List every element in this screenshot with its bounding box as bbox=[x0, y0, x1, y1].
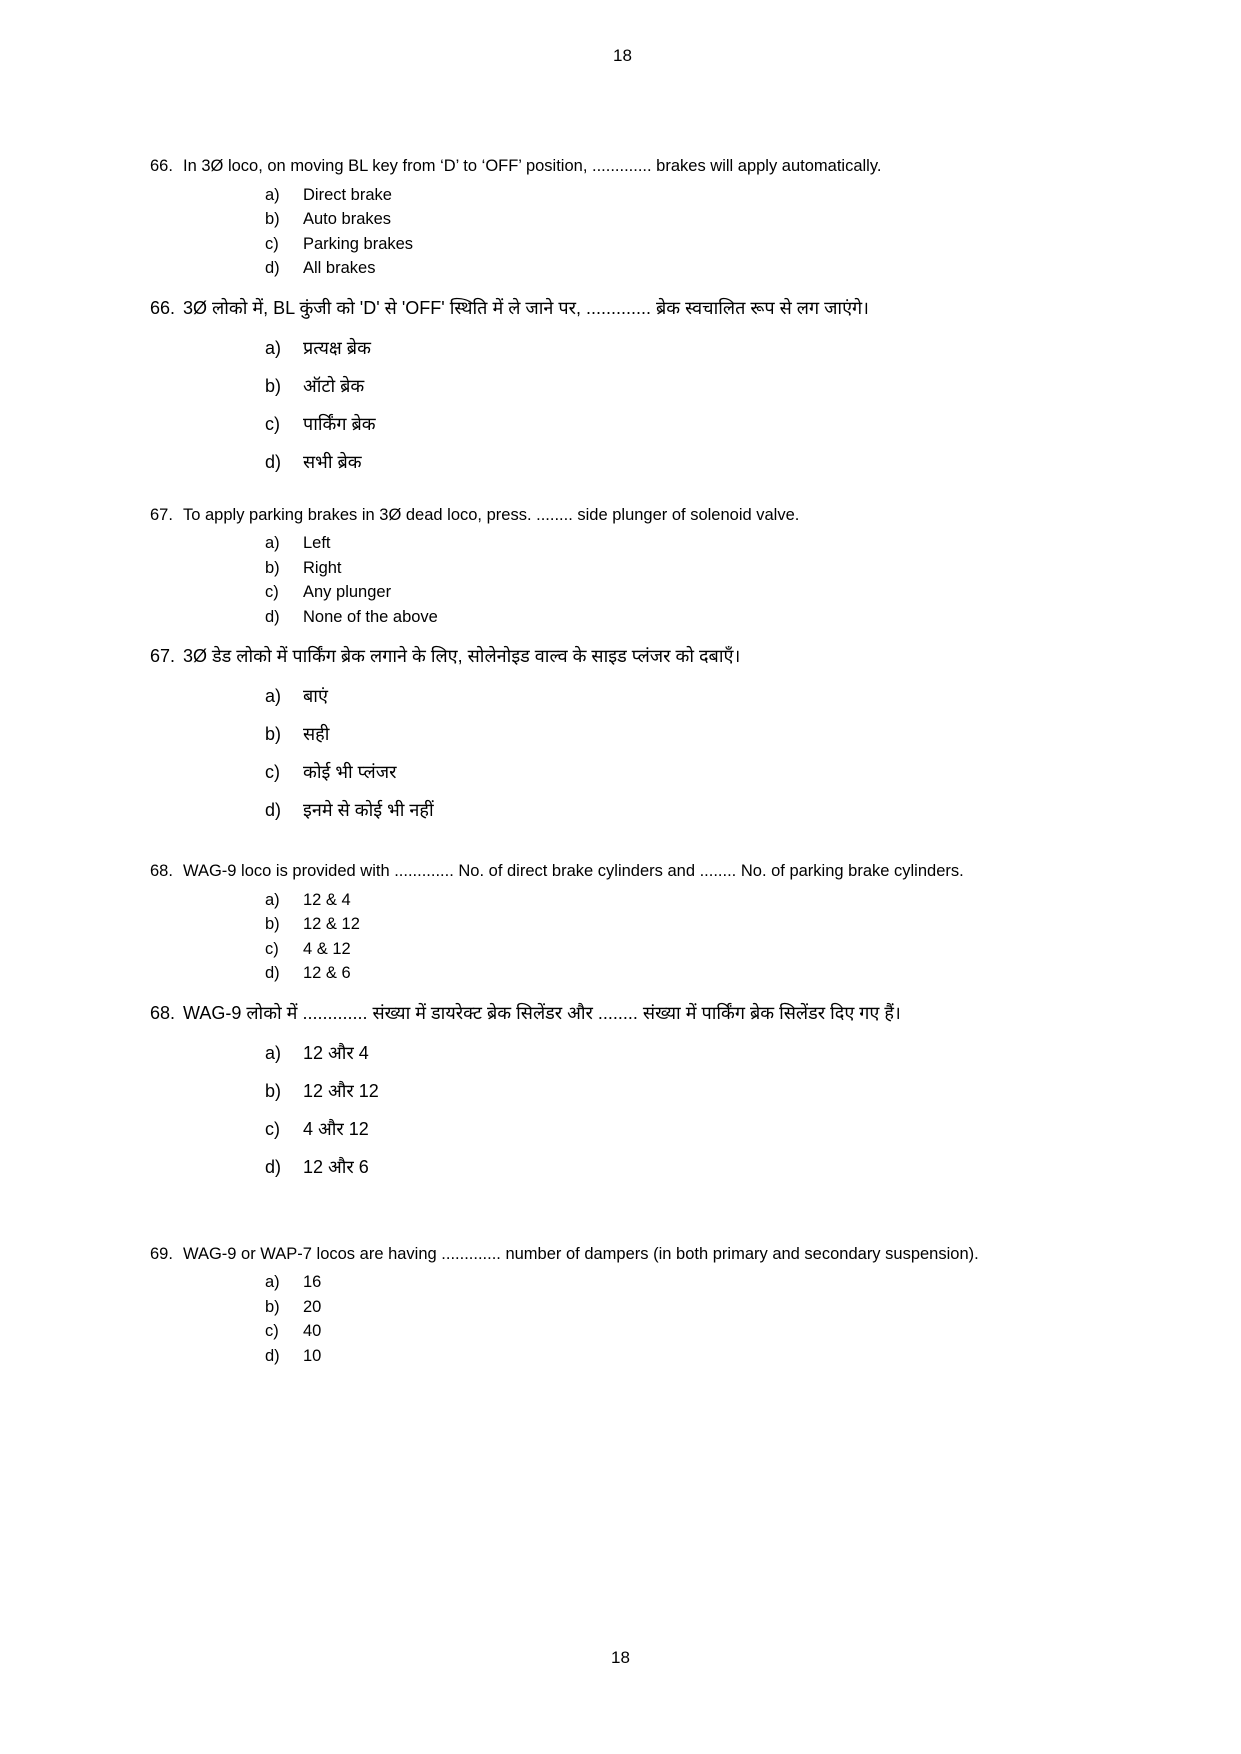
option-text: Auto brakes bbox=[303, 210, 392, 228]
option-row bbox=[265, 961, 1095, 986]
option-row bbox=[265, 1110, 1095, 1148]
option-text: कोई भी प्लंजर bbox=[303, 762, 397, 782]
options-list bbox=[265, 888, 1095, 986]
option-text: ऑटो ब्रेक bbox=[303, 375, 365, 396]
option-row bbox=[265, 580, 1095, 605]
question-text: To apply parking brakes in 3Ø dead loco, press. ........ side plunger of solenoid valve. bbox=[183, 505, 800, 524]
page-content bbox=[150, 46, 1095, 1368]
page-number-top: 18 bbox=[613, 46, 632, 65]
option-text: 12 और 6 bbox=[303, 1156, 369, 1177]
question-line bbox=[150, 637, 1095, 675]
option-row bbox=[265, 1034, 1095, 1072]
option-label: b) bbox=[265, 1080, 282, 1101]
option-row bbox=[265, 207, 1095, 232]
option-row bbox=[265, 531, 1095, 556]
option-text: बाएं bbox=[303, 686, 328, 706]
question-number: 67. bbox=[150, 505, 173, 524]
question-68-en bbox=[150, 859, 1095, 986]
question-number: 68. bbox=[150, 862, 173, 880]
option-row bbox=[265, 556, 1095, 581]
option-label: a) bbox=[265, 185, 280, 204]
option-label: b) bbox=[265, 724, 282, 744]
question-line bbox=[150, 1242, 1095, 1267]
option-text: Left bbox=[303, 534, 331, 552]
option-row bbox=[265, 443, 1095, 481]
option-text: All brakes bbox=[303, 259, 376, 277]
option-row bbox=[265, 605, 1095, 630]
question-number: 69. bbox=[150, 1244, 173, 1263]
option-row bbox=[265, 232, 1095, 257]
option-label: b) bbox=[265, 915, 280, 933]
option-text: Right bbox=[303, 558, 342, 577]
option-label: c) bbox=[265, 234, 279, 253]
option-label: a) bbox=[265, 337, 282, 358]
question-66-hi bbox=[150, 289, 1095, 481]
question-number: 68. bbox=[150, 1002, 176, 1023]
option-row bbox=[265, 888, 1095, 913]
option-label: d) bbox=[265, 259, 280, 277]
option-row bbox=[265, 256, 1095, 281]
option-row bbox=[265, 367, 1095, 405]
question-text: 3Ø लोको में, BL कुंजी को 'D' से 'OFF' स्थिति में ले जाने पर, ............. ब्रेक स्वचालित रूप से लग जाएंगे। bbox=[183, 297, 870, 318]
question-line bbox=[150, 289, 1095, 327]
option-row bbox=[265, 677, 1095, 715]
option-text: 10 bbox=[303, 1346, 322, 1365]
options-list bbox=[265, 677, 1095, 829]
option-label: b) bbox=[265, 558, 280, 577]
question-67-hi bbox=[150, 637, 1095, 829]
question-number: 66. bbox=[150, 157, 173, 175]
option-text: 4 & 12 bbox=[303, 939, 351, 958]
option-label: b) bbox=[265, 375, 282, 396]
option-label: d) bbox=[265, 964, 280, 982]
options-list bbox=[265, 1034, 1095, 1186]
option-label: a) bbox=[265, 686, 282, 706]
question-text: WAG-9 or WAP-7 locos are having ............. number of dampers (in both primary and secondary suspension). bbox=[183, 1244, 979, 1263]
option-row bbox=[265, 1148, 1095, 1186]
option-text: प्रत्यक्ष ब्रेक bbox=[303, 337, 371, 358]
option-row bbox=[265, 791, 1095, 829]
page-number-bottom: 18 bbox=[611, 1648, 630, 1667]
question-line bbox=[150, 859, 1095, 884]
option-row bbox=[265, 1319, 1095, 1344]
option-text: 16 bbox=[303, 1273, 322, 1291]
option-row bbox=[265, 1344, 1095, 1369]
option-label: c) bbox=[265, 1322, 279, 1340]
question-number: 66. bbox=[150, 297, 176, 318]
option-text: इनमे से कोई भी नहीं bbox=[303, 800, 434, 820]
option-row bbox=[265, 1295, 1095, 1320]
question-line bbox=[150, 503, 1095, 528]
option-text: Parking brakes bbox=[303, 234, 414, 253]
options-list bbox=[265, 1270, 1095, 1368]
option-label: c) bbox=[265, 583, 279, 601]
options-list bbox=[265, 531, 1095, 629]
option-row bbox=[265, 183, 1095, 208]
option-label: c) bbox=[265, 1118, 280, 1139]
option-label: a) bbox=[265, 1042, 282, 1063]
option-label: a) bbox=[265, 890, 280, 909]
option-text: सभी ब्रेक bbox=[303, 451, 362, 472]
question-text: In 3Ø loco, on moving BL key from ‘D’ to ‘OFF’ position, ............. brakes will apply automatically. bbox=[183, 157, 882, 175]
option-label: d) bbox=[265, 800, 282, 820]
option-label: c) bbox=[265, 939, 279, 958]
option-label: b) bbox=[265, 1297, 280, 1316]
option-text: 12 & 6 bbox=[303, 964, 351, 982]
option-label: b) bbox=[265, 210, 280, 228]
option-label: d) bbox=[265, 451, 282, 472]
question-line bbox=[150, 994, 1095, 1032]
option-row bbox=[265, 329, 1095, 367]
option-text: 4 और 12 bbox=[303, 1118, 369, 1139]
option-label: d) bbox=[265, 607, 280, 626]
option-text: 12 और 12 bbox=[303, 1080, 379, 1101]
option-row bbox=[265, 753, 1095, 791]
question-67-en bbox=[150, 503, 1095, 630]
question-line bbox=[150, 154, 1095, 179]
options-list bbox=[265, 183, 1095, 281]
option-row bbox=[265, 1270, 1095, 1295]
question-text: WAG-9 loco is provided with ............. No. of direct brake cylinders and ........ No. of parking brake cylinders. bbox=[183, 862, 964, 880]
option-row bbox=[265, 937, 1095, 962]
question-number: 67. bbox=[150, 646, 176, 666]
option-text: Direct brake bbox=[303, 185, 392, 204]
option-row bbox=[265, 715, 1095, 753]
question-68-hi bbox=[150, 994, 1095, 1186]
option-label: a) bbox=[265, 1273, 280, 1291]
option-text: 12 और 4 bbox=[303, 1042, 369, 1063]
option-text: सही bbox=[303, 724, 330, 744]
option-row bbox=[265, 912, 1095, 937]
options-list bbox=[265, 329, 1095, 481]
option-label: c) bbox=[265, 413, 280, 434]
option-text: पार्किंग ब्रेक bbox=[303, 413, 376, 434]
question-66-en bbox=[150, 154, 1095, 281]
option-label: d) bbox=[265, 1346, 280, 1365]
option-label: a) bbox=[265, 534, 280, 552]
question-text: 3Ø डेड लोको में पार्किंग ब्रेक लगाने के लिए, सोलेनोइड वाल्व के साइड प्लंजर को दबाएँ। bbox=[183, 646, 741, 666]
question-text: WAG-9 लोको में ............. संख्या में डायरेक्ट ब्रेक सिलेंडर और ........ संख्या में पार्किंग ब्रेक सिलेंडर दिए गए हैं। bbox=[183, 1002, 901, 1023]
option-text: Any plunger bbox=[303, 583, 392, 601]
option-text: 20 bbox=[303, 1297, 322, 1316]
option-text: 12 & 4 bbox=[303, 890, 351, 909]
question-69-en bbox=[150, 1242, 1095, 1369]
option-text: None of the above bbox=[303, 607, 438, 626]
option-label: d) bbox=[265, 1156, 282, 1177]
option-text: 12 & 12 bbox=[303, 915, 360, 933]
option-text: 40 bbox=[303, 1322, 322, 1340]
option-label: c) bbox=[265, 762, 280, 782]
option-row bbox=[265, 1072, 1095, 1110]
option-row bbox=[265, 405, 1095, 443]
